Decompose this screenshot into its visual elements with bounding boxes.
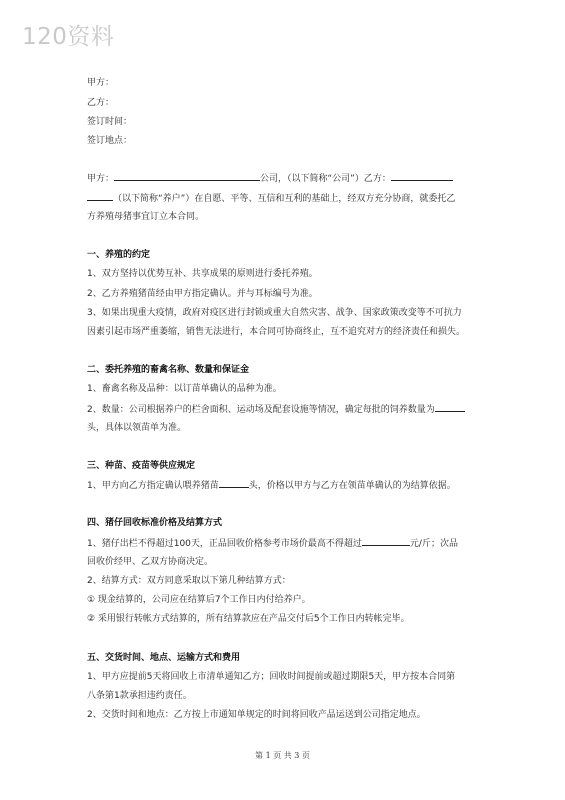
intro-line-1 [87, 172, 453, 185]
s2-clause-1: 1、畜禽名称及品种：以订苗单确认的品种为准。 [87, 384, 282, 394]
s1-clause-1: 1、双方坚持以优势互补、共享成果的原则进行委托养殖。 [87, 269, 318, 279]
s3-clause-1 [87, 479, 456, 492]
s4-clause-2: 2、结算方式：双方同意采取以下第几种结算方式： [87, 576, 291, 586]
s1-clause-2: 2、乙方养殖猪苗经由甲方指定确认。并与耳标编号为准。 [87, 289, 318, 299]
s1-clause-3a: 3、如果出现重大疫情，政府对疫区进行封锁或重大自然灾害、战争、国家政策改变等不可抗力 [87, 308, 462, 318]
section-5-title: 五、交货时间、地点、运输方式和费用 [87, 653, 241, 663]
intro-company-text: 公司，（以下简称“公司”）乙方： [260, 174, 391, 184]
section-3-title: 三、种苗、疫苗等供应规定 [87, 461, 196, 471]
section-4-title: 四、猪仔回收标准价格及结算方式 [87, 518, 223, 528]
s4-clause-1a [87, 537, 458, 550]
s3-clause-1-text-b: 头，价格以甲方与乙方在领苗单确认的为结算依据。 [248, 481, 456, 491]
party-a-field: 甲方： [87, 78, 115, 88]
s4-option-bank: ② 采用银行转帐方式结算的，所有结算款应在产品交付后5个工作日内转帐完毕。 [87, 614, 410, 624]
intro-line-3: 方养殖母猪事宜订立本合同。 [87, 212, 205, 222]
s2-clause-2a-text: 2、数量：公司根据养户的栏舍面积、运动场及配套设施等情况，确定每批的饲养数量为 [87, 405, 435, 415]
s4-clause-1c: 回收价经甲、乙双方协商决定。 [87, 557, 214, 567]
s3-clause-1-text-a: 1、甲方向乙方指定确认喂养猪苗 [87, 481, 219, 491]
s5-clause-2: 2、交货时间和地点：乙方按上市通知单规定的时间将回收产品运送到公司指定地点。 [87, 710, 426, 720]
quantity-blank [435, 403, 465, 412]
s4-clause-1-text-b: 元/斤；次品 [409, 539, 458, 549]
s5-clause-1b: 八条第1款承担违约责任。 [87, 691, 192, 701]
party-b-field: 乙方： [87, 98, 115, 108]
s2-clause-2b: 头，具体以领苗单为准。 [87, 423, 187, 433]
piglet-count-blank [219, 479, 249, 488]
sign-place-field: 签订地点： [87, 136, 133, 146]
section-2-title: 二、委托养殖的畜禽名称、数量和保证金 [87, 365, 250, 375]
intro-line-2 [87, 192, 455, 205]
s4-clause-1-text-a: 1、猪仔出栏不得超过100天，正品回收价格参考市场价最高不得超过 [87, 539, 362, 549]
intro-party-a-label: 甲方： [87, 174, 115, 184]
sign-time-field: 签订时间： [87, 117, 133, 127]
s5-clause-1a: 1、甲方应提前5天将回收上市清单通知乙方；回收时间提前或超过期限5天，甲方按本合同第 [87, 672, 456, 682]
party-a-blank [114, 172, 260, 181]
price-blank [362, 537, 410, 546]
intro-text-2: （以下简称“养户”）在自愿、平等、互信和互利的基础上，经双方充分协商，就委托乙 [113, 194, 456, 204]
s2-clause-2a [87, 403, 465, 416]
party-b-blank-2 [87, 192, 113, 201]
section-1-title: 一、养殖的约定 [87, 250, 151, 260]
s1-clause-3b: 因素引起市场严重萎缩，销售无法进行，本合同可协商终止，互不追究对方的经济责任和损失。 [87, 327, 466, 337]
page-number: 第 1 页 共 3 页 [255, 751, 310, 760]
party-b-blank [391, 172, 453, 181]
s4-option-cash: ① 现金结算的，公司应在结算后7个工作日内付给养户。 [87, 595, 311, 605]
watermark-logo: 120资料 [22, 24, 115, 50]
